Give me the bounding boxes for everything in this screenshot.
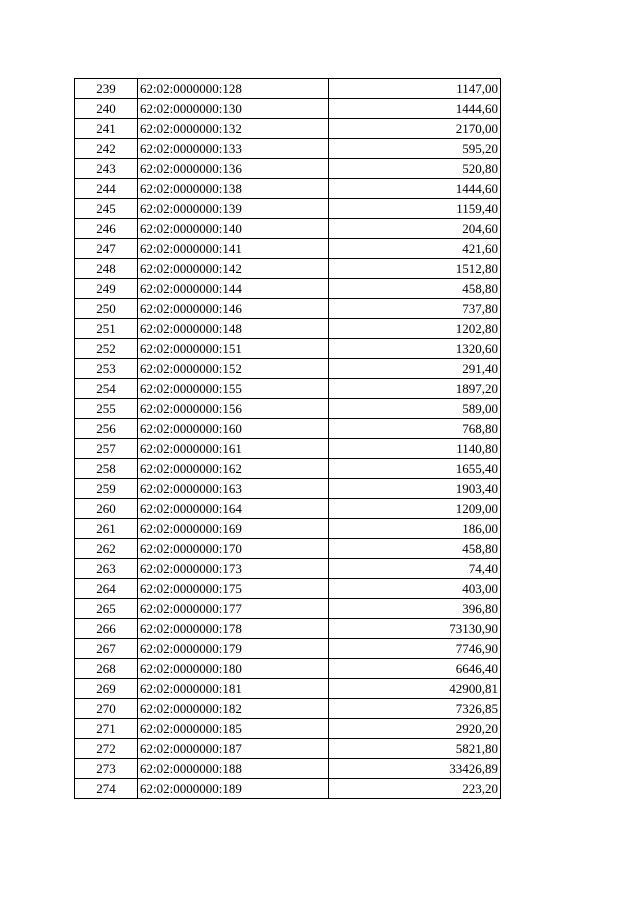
row-number-cell: 247 [75,239,138,259]
value-cell: 403,00 [329,579,501,599]
row-number-cell: 246 [75,219,138,239]
row-number-cell: 239 [75,79,138,99]
value-cell: 7326,85 [329,699,501,719]
value-cell: 1903,40 [329,479,501,499]
cadastral-number-cell: 62:02:0000000:187 [138,739,329,759]
row-number-cell: 264 [75,579,138,599]
cadastral-number-cell: 62:02:0000000:155 [138,379,329,399]
value-cell: 1444,60 [329,99,501,119]
value-cell: 74,40 [329,559,501,579]
value-cell: 73130,90 [329,619,501,639]
row-number-cell: 245 [75,199,138,219]
value-cell: 589,00 [329,399,501,419]
value-cell: 2920,20 [329,719,501,739]
row-number-cell: 269 [75,679,138,699]
row-number-cell: 262 [75,539,138,559]
table-row [75,279,501,299]
value-cell: 2170,00 [329,119,501,139]
row-number-cell: 243 [75,159,138,179]
table-row [75,659,501,679]
row-number-cell: 241 [75,119,138,139]
cadastral-number-cell: 62:02:0000000:132 [138,119,329,139]
table-row [75,159,501,179]
cadastral-number-cell: 62:02:0000000:139 [138,199,329,219]
row-number-cell: 263 [75,559,138,579]
cadastral-number-cell: 62:02:0000000:163 [138,479,329,499]
value-cell: 7746,90 [329,639,501,659]
value-cell: 1159,40 [329,199,501,219]
row-number-cell: 248 [75,259,138,279]
value-cell: 5821,80 [329,739,501,759]
table-row [75,519,501,539]
cadastral-number-cell: 62:02:0000000:140 [138,219,329,239]
cadastral-number-cell: 62:02:0000000:130 [138,99,329,119]
table-row [75,419,501,439]
cadastral-number-cell: 62:02:0000000:181 [138,679,329,699]
row-number-cell: 268 [75,659,138,679]
cadastral-number-cell: 62:02:0000000:180 [138,659,329,679]
row-number-cell: 258 [75,459,138,479]
table-row [75,599,501,619]
cadastral-number-cell: 62:02:0000000:189 [138,779,329,799]
value-cell: 1897,20 [329,379,501,399]
row-number-cell: 252 [75,339,138,359]
table-row [75,379,501,399]
row-number-cell: 242 [75,139,138,159]
row-number-cell: 250 [75,299,138,319]
value-cell: 1444,60 [329,179,501,199]
value-cell: 33426,89 [329,759,501,779]
row-number-cell: 259 [75,479,138,499]
table-row [75,79,501,99]
cadastral-number-cell: 62:02:0000000:179 [138,639,329,659]
value-cell: 6646,40 [329,659,501,679]
cadastral-number-cell: 62:02:0000000:188 [138,759,329,779]
table-row [75,139,501,159]
table-row [75,559,501,579]
value-cell: 520,80 [329,159,501,179]
cadastral-number-cell: 62:02:0000000:170 [138,539,329,559]
cadastral-number-cell: 62:02:0000000:178 [138,619,329,639]
row-number-cell: 271 [75,719,138,739]
table-row [75,119,501,139]
row-number-cell: 265 [75,599,138,619]
value-cell: 737,80 [329,299,501,319]
value-cell: 421,60 [329,239,501,259]
row-number-cell: 254 [75,379,138,399]
cadastral-number-cell: 62:02:0000000:177 [138,599,329,619]
value-cell: 595,20 [329,139,501,159]
value-cell: 1209,00 [329,499,501,519]
cadastral-number-cell: 62:02:0000000:133 [138,139,329,159]
table-row [75,579,501,599]
cadastral-number-cell: 62:02:0000000:161 [138,439,329,459]
cadastral-number-cell: 62:02:0000000:128 [138,79,329,99]
row-number-cell: 251 [75,319,138,339]
table-row [75,779,501,799]
table-row [75,299,501,319]
value-cell: 186,00 [329,519,501,539]
table-row [75,339,501,359]
row-number-cell: 267 [75,639,138,659]
value-cell: 291,40 [329,359,501,379]
table-row [75,199,501,219]
table-row [75,639,501,659]
value-cell: 1512,80 [329,259,501,279]
value-cell: 204,60 [329,219,501,239]
value-cell: 1320,60 [329,339,501,359]
table-row [75,99,501,119]
table-row [75,539,501,559]
table-row [75,759,501,779]
cadastral-number-cell: 62:02:0000000:148 [138,319,329,339]
value-cell: 458,80 [329,279,501,299]
value-cell: 223,20 [329,779,501,799]
cadastral-table [74,78,501,799]
table-row [75,319,501,339]
row-number-cell: 255 [75,399,138,419]
row-number-cell: 257 [75,439,138,459]
row-number-cell: 260 [75,499,138,519]
value-cell: 1147,00 [329,79,501,99]
table-row [75,619,501,639]
table-row [75,219,501,239]
cadastral-number-cell: 62:02:0000000:169 [138,519,329,539]
cadastral-number-cell: 62:02:0000000:162 [138,459,329,479]
cadastral-number-cell: 62:02:0000000:136 [138,159,329,179]
row-number-cell: 253 [75,359,138,379]
cadastral-number-cell: 62:02:0000000:144 [138,279,329,299]
cadastral-number-cell: 62:02:0000000:182 [138,699,329,719]
row-number-cell: 240 [75,99,138,119]
value-cell: 1140,80 [329,439,501,459]
cadastral-number-cell: 62:02:0000000:175 [138,579,329,599]
table-row [75,679,501,699]
row-number-cell: 244 [75,179,138,199]
table-row [75,739,501,759]
row-number-cell: 249 [75,279,138,299]
row-number-cell: 272 [75,739,138,759]
table-row [75,239,501,259]
table-row [75,499,501,519]
table-row [75,719,501,739]
value-cell: 42900,81 [329,679,501,699]
table-row [75,399,501,419]
cadastral-number-cell: 62:02:0000000:173 [138,559,329,579]
table-row [75,699,501,719]
table-row [75,439,501,459]
cadastral-number-cell: 62:02:0000000:151 [138,339,329,359]
value-cell: 1202,80 [329,319,501,339]
table-row [75,359,501,379]
value-cell: 396,80 [329,599,501,619]
row-number-cell: 261 [75,519,138,539]
row-number-cell: 274 [75,779,138,799]
table-row [75,459,501,479]
value-cell: 1655,40 [329,459,501,479]
table-body [75,79,501,799]
cadastral-number-cell: 62:02:0000000:164 [138,499,329,519]
row-number-cell: 256 [75,419,138,439]
cadastral-number-cell: 62:02:0000000:142 [138,259,329,279]
table-row [75,479,501,499]
table-row [75,259,501,279]
cadastral-number-cell: 62:02:0000000:185 [138,719,329,739]
row-number-cell: 273 [75,759,138,779]
value-cell: 768,80 [329,419,501,439]
cadastral-number-cell: 62:02:0000000:146 [138,299,329,319]
cadastral-number-cell: 62:02:0000000:152 [138,359,329,379]
cadastral-number-cell: 62:02:0000000:141 [138,239,329,259]
cadastral-number-cell: 62:02:0000000:160 [138,419,329,439]
row-number-cell: 266 [75,619,138,639]
cadastral-number-cell: 62:02:0000000:156 [138,399,329,419]
table-row [75,179,501,199]
cadastral-number-cell: 62:02:0000000:138 [138,179,329,199]
row-number-cell: 270 [75,699,138,719]
value-cell: 458,80 [329,539,501,559]
